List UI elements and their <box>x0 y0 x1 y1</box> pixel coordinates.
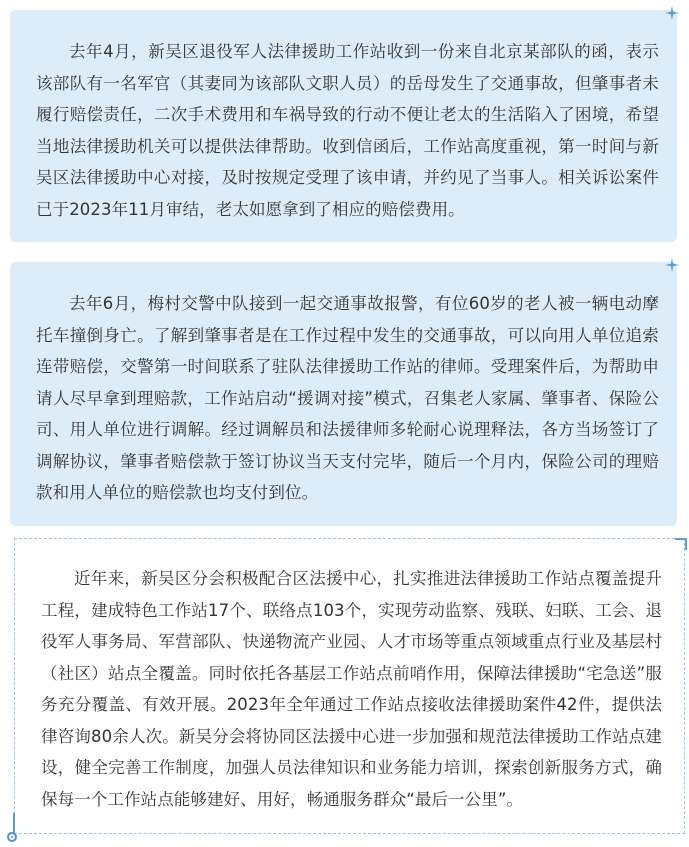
legal-aid-case-card-2 <box>10 262 677 526</box>
sparkle-icon <box>665 6 679 20</box>
summary-paragraph: 近年来，新吴区分会积极配合区法援中心，扎实推进法律援助工作站点覆盖提升工程，建成特色工作站17个、联络点103个，实现劳动监察、残联、妇联、工会、退役军人事务局、军营部队、快递物流产业园、人才市场等重点领域重点行业及基层村（社区）站点全覆盖。同时依托各基层工作站点前哨作用，保障法律援助“宅急送”服务充分覆盖、有效开展。2023年全年通过工作站点接收法律援助案件42件，提供法律咨询80余人次。新吴分会将协同区法援中心进一步加强和规范法律援助工作站点建设，健全完善工作制度，加强人员法律知识和业务能力培训，探索创新服务方式，确保每一个工作站点能够建好、用好，畅通服务群众“最后一公里”。 <box>41 569 662 809</box>
legal-aid-case-card-1 <box>10 10 677 242</box>
case-paragraph-1: 去年4月，新吴区退役军人法律援助工作站收到一份来自北京某部队的函，表示该部队有一名军官（其妻同为该部队文职人员）的岳母发生了交通事故，但肇事者未履行赔偿责任，二次手术费用和车祸导致的行动不便让老太的生活陷入了困境，希望当地法律援助机关可以提供法律帮助。收到信函后，工作站高度重视，第一时间与新吴区法律援助中心对接，及时按规定受理了该申请，并约见了当事人。相关诉讼案件已于2023年11月审结，老太如愿拿到了相应的赔偿费用。 <box>36 42 659 219</box>
summary-box <box>14 538 685 834</box>
corner-bracket-decoration <box>675 538 687 550</box>
case-paragraph-2: 去年6月，梅村交警中队接到一起交通事故报警，有位60岁的老人被一辆电动摩托车撞倒身亡。了解到肇事者是在工作过程中发生的交通事故，可以向用人单位追索连带赔偿，交警第一时间联系了驻队法律援助工作站的律师。受理案件后，为帮助申请人尽早拿到理赔款，工作站启动“援调对接”模式，召集老人家属、肇事者、保险公司、用人单位进行调解。经过调解员和法援律师多轮耐心说理释法，各方当场签订了调解协议，肇事者赔偿款于签订协议当天支付完毕，随后一个月内，保险公司的理赔款和用人单位的赔偿款也均支付到位。 <box>36 294 659 502</box>
sparkle-icon <box>665 258 679 272</box>
circle-dot-icon <box>7 832 17 842</box>
